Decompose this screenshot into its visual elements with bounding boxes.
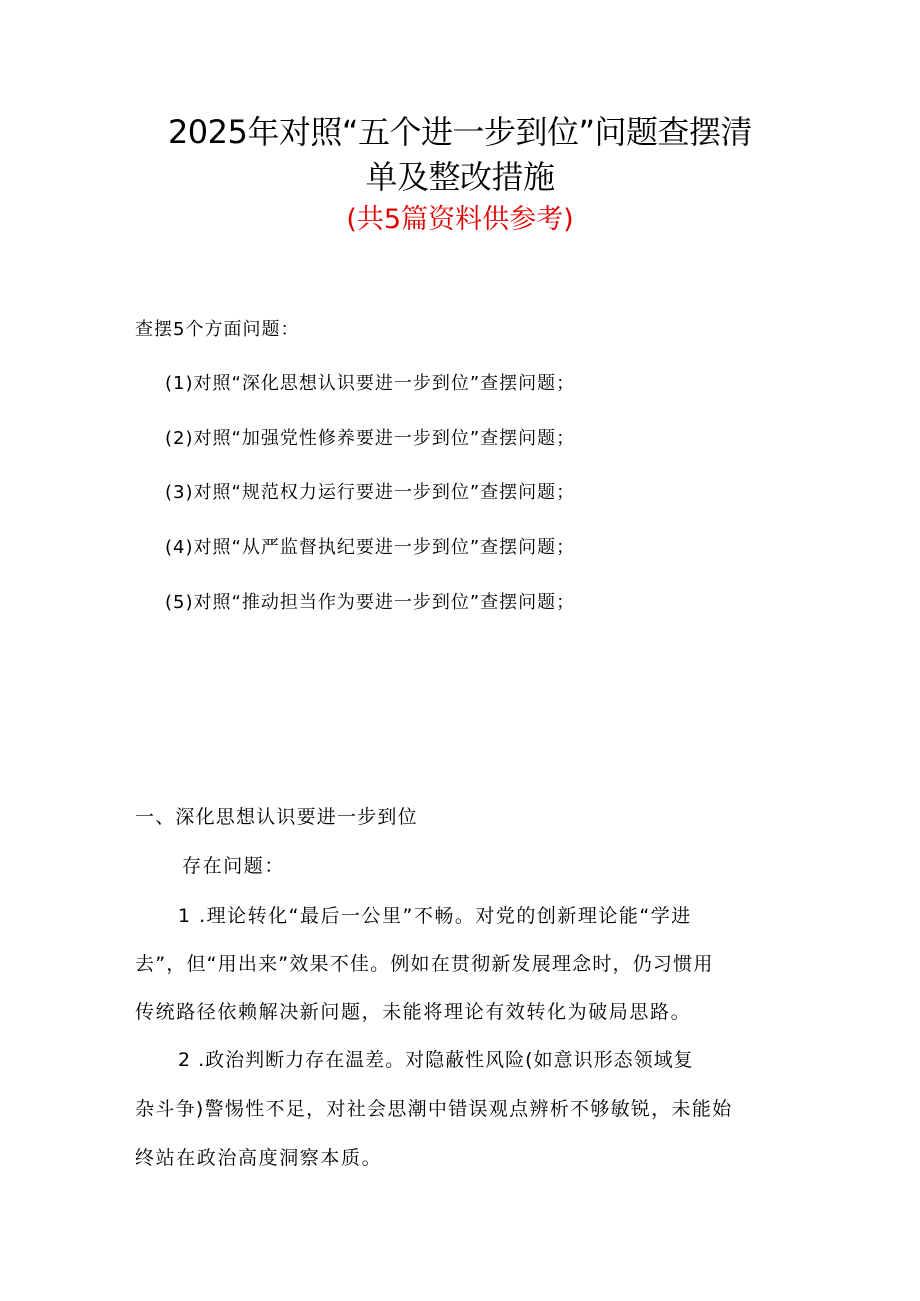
problem-1-line-2: 去”，但“用出来”效果不佳。例如在贯彻新发展理念时，仍习惯用 — [135, 953, 714, 975]
problem-2-line-3: 终站在政治高度洞察本质。 — [135, 1147, 383, 1169]
intro-text: 查摆5个方面问题： — [135, 319, 300, 340]
section-1-heading: 一、深化思想认识要进一步到位 — [135, 806, 418, 828]
list-item-2: (2)对照“加强党性修养要进一步到位”查摆问题； — [165, 428, 576, 449]
document-subtitle: (共5篇资料供参考) — [346, 204, 574, 235]
existing-problems-label: 存在问题： — [182, 855, 286, 877]
list-item-3: (3)对照“规范权力运行要进一步到位”查摆问题； — [165, 482, 576, 503]
document-title-line-1: 2025年对照“五个进一步到位”问题查摆清 — [167, 113, 753, 151]
list-item-5: (5)对照“推动担当作为要进一步到位”查摆问题； — [165, 592, 576, 613]
problem-2-line-2: 杂斗争)警惕性不足，对社会思潮中错误观点辨析不够敏锐，未能始 — [135, 1098, 733, 1120]
document-title-line-2: 单及整改措施 — [365, 158, 555, 196]
problem-2-line-1: 2 .政治判断力存在温差。对隐蔽性风险(如意识形态领域复 — [178, 1049, 694, 1071]
problem-1-line-1: 1 .理论转化“最后一公里”不畅。对党的创新理论能“学进 — [178, 905, 692, 927]
list-item-4: (4)对照“从严监督执纪要进一步到位”查摆问题； — [165, 537, 576, 558]
list-item-1: (1)对照“深化思想认识要进一步到位”查摆问题； — [165, 373, 576, 394]
problem-1-line-3: 传统路径依赖解决新问题，未能将理论有效转化为破局思路。 — [135, 1001, 692, 1023]
